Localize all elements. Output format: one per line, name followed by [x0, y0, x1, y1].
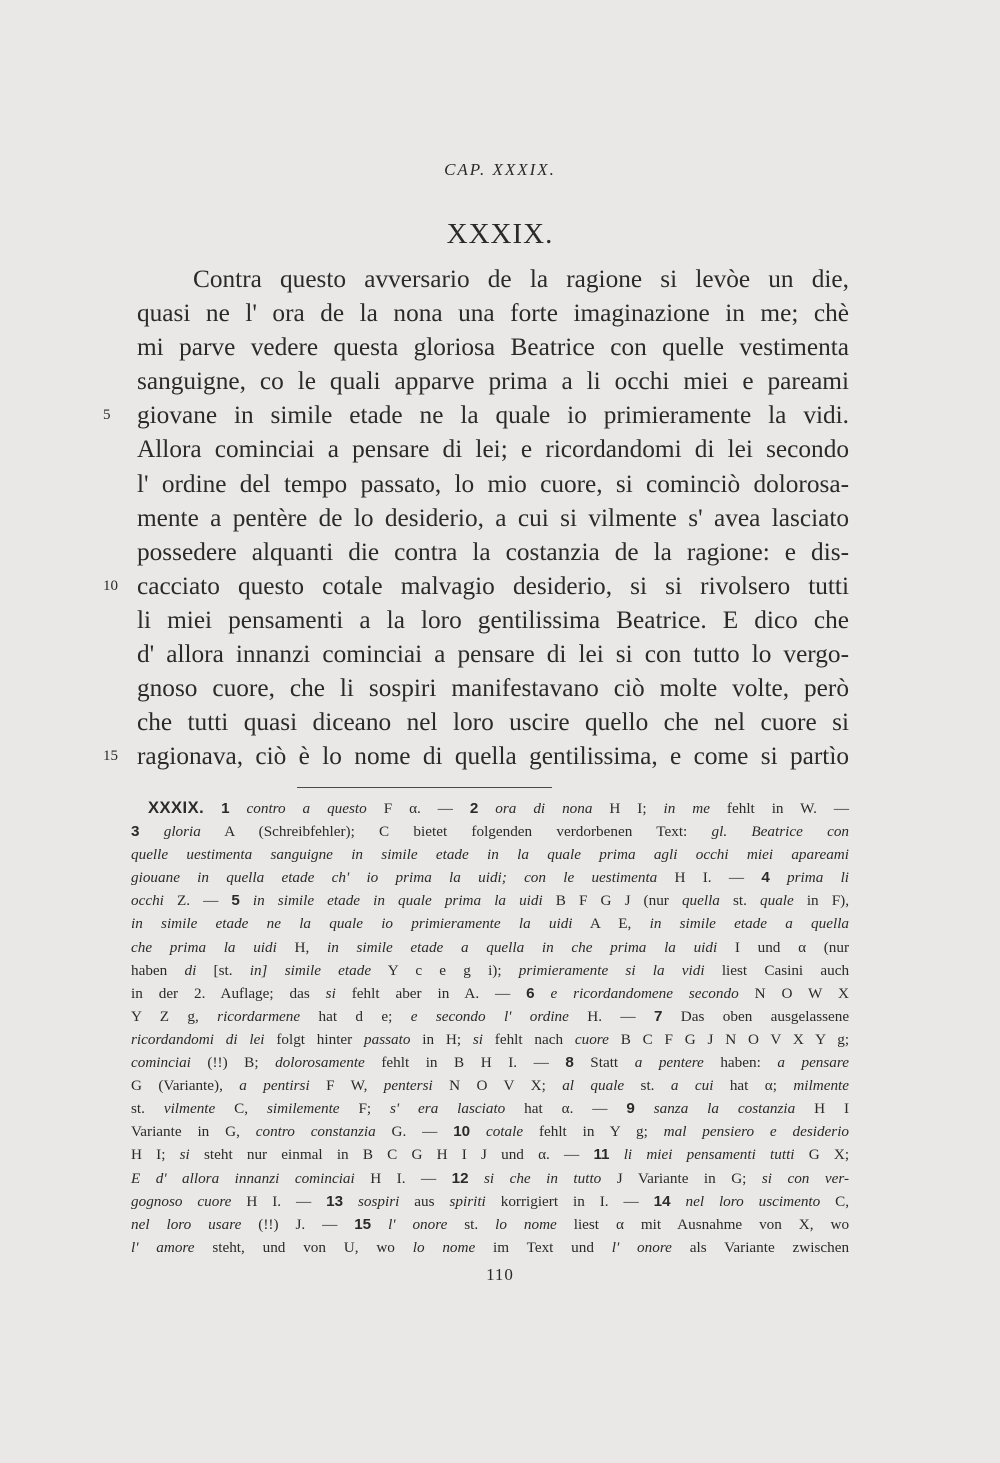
text-line: Contra questo avversario de la ragione si levòe un die,: [193, 265, 849, 293]
footnote-rule: [297, 787, 552, 788]
line-number: 5: [103, 407, 111, 424]
note-line: in simile etade ne la quale io primieramente la uidi A E, in simile etade a quella: [131, 915, 850, 933]
note-line: st. vilmente C, similemente F; s' era lasciato hat α. — 9 sanza la costanzia H I: [131, 1100, 850, 1118]
note-line: cominciai (!!) B; dolorosamente fehlt in B H I. — 8 Statt a pentere haben: a pensare: [131, 1054, 849, 1072]
note-line: giouane in quella etade ch' io prima la uidi; con le uestimenta H I. — 4 prima li: [131, 869, 850, 887]
note-line: Variante in G, contro constanzia G. — 10 cotale fehlt in Y g; mal pensiero e desiderio: [131, 1123, 850, 1141]
note-line: che prima la uidi H, in simile etade a quella in che prima la uidi I und α (nur: [131, 938, 850, 956]
text-line: l' ordine del tempo passato, lo mio cuore, si cominciò dolorosa-: [137, 469, 849, 498]
text-line-content: giovane in simile etade ne la quale io primieramente la vidi.: [137, 401, 849, 430]
critical-apparatus: [131, 797, 849, 1259]
note-line: 3 gloria A (Schreibfehler); C bietet folgenden verdorbenen Text: gl. Beatrice con: [131, 823, 850, 841]
text-line: che tutti quasi diceano nel loro uscire quello che nel cuore si: [137, 708, 849, 737]
note-line: occhi Z. — 5 in simile etade in quale prima la uidi B F G J (nur quella st. quale in F),: [131, 892, 850, 910]
text-line: [103, 569, 849, 603]
note-line: H I; si steht nur einmal in B C G H I J und α. — 11 li miei pensamenti tutti G X;: [131, 1146, 850, 1164]
note-line: quelle uestimenta sanguigne in simile etade in la quale prima agli occhi miei apareami: [131, 846, 849, 864]
note-line: l' amore steht, und von U, wo lo nome im Text und l' onore als Variante zwischen: [131, 1238, 850, 1256]
text-line-content: cacciato questo cotale malvagio desiderio, si si rivolsero tutti: [137, 571, 849, 600]
note-line: E d' allora innanzi cominciai H I. — 12 si che in tutto J Variante in G; si con ver-: [131, 1169, 849, 1187]
note-line: XXXIX. 1 contro a questo F α. — 2 ora di nona H I; in me fehlt in W. —: [148, 799, 850, 817]
body-text: [103, 262, 849, 773]
text-line: Allora cominciai a pensare di lei; e ricordandomi di lei secondo: [137, 435, 849, 464]
line-number: 15: [103, 748, 118, 765]
note-line: gognoso cuore H I. — 13 sospiri aus spiriti korrigiert in I. — 14 nel loro uscimento C,: [131, 1192, 850, 1210]
note-line: G (Variante), a pentirsi F W, pentersi N O V X; al quale st. a cui hat α; milmente: [131, 1077, 849, 1095]
text-line: possedere alquanti die contra la costanzia de la ragione: e dis-: [137, 537, 849, 566]
text-line: [103, 739, 849, 773]
text-line-content: ragionava, ciò è lo nome di quella gentilissima, e come si partìo: [137, 742, 849, 771]
text-line: mi parve vedere questa gloriosa Beatrice con quelle vestimenta: [137, 333, 849, 362]
note-line: in der 2. Auflage; das si fehlt aber in A. — 6 e ricordandomene secondo N O W X: [131, 984, 849, 1002]
page-number: 110: [486, 1265, 514, 1284]
text-line: d' allora innanzi cominciai a pensare di lei si con tutto lo vergo-: [137, 640, 849, 669]
text-line: [103, 398, 849, 432]
text-line: li miei pensamenti a la loro gentilissima Beatrice. E dico che: [137, 605, 849, 634]
note-line: Y Z g, ricordarmene hat d e; e secondo l' ordine H. — 7 Das oben ausgelassene: [131, 1007, 850, 1025]
running-head: CAP. XXXIX.: [444, 160, 556, 179]
note-line: haben di [st. in] simile etade Y c e g i); primieramente si la vidi liest Casini auch: [131, 961, 850, 979]
text-line: gnoso cuore, che li sospiri manifestavano ciò molte volte, però: [137, 674, 849, 703]
line-number: 10: [103, 577, 118, 594]
note-line: ricordandomi di lei folgt hinter passato in H; si fehlt nach cuore B C F G J N O V X Y g;: [131, 1030, 850, 1048]
chapter-title: XXXIX.: [446, 218, 554, 250]
note-line: nel loro usare (!!) J. — 15 l' onore st. lo nome liest α mit Ausnahme von X, wo: [131, 1215, 850, 1233]
text-line: mente a pentère de lo desiderio, a cui si vilmente s' avea lasciato: [137, 503, 849, 532]
text-line: sanguigne, co le quali apparve prima a li occhi miei e pareami: [137, 367, 849, 396]
text-line: quasi ne l' ora de la nona una forte imaginazione in me; chè: [137, 299, 849, 328]
